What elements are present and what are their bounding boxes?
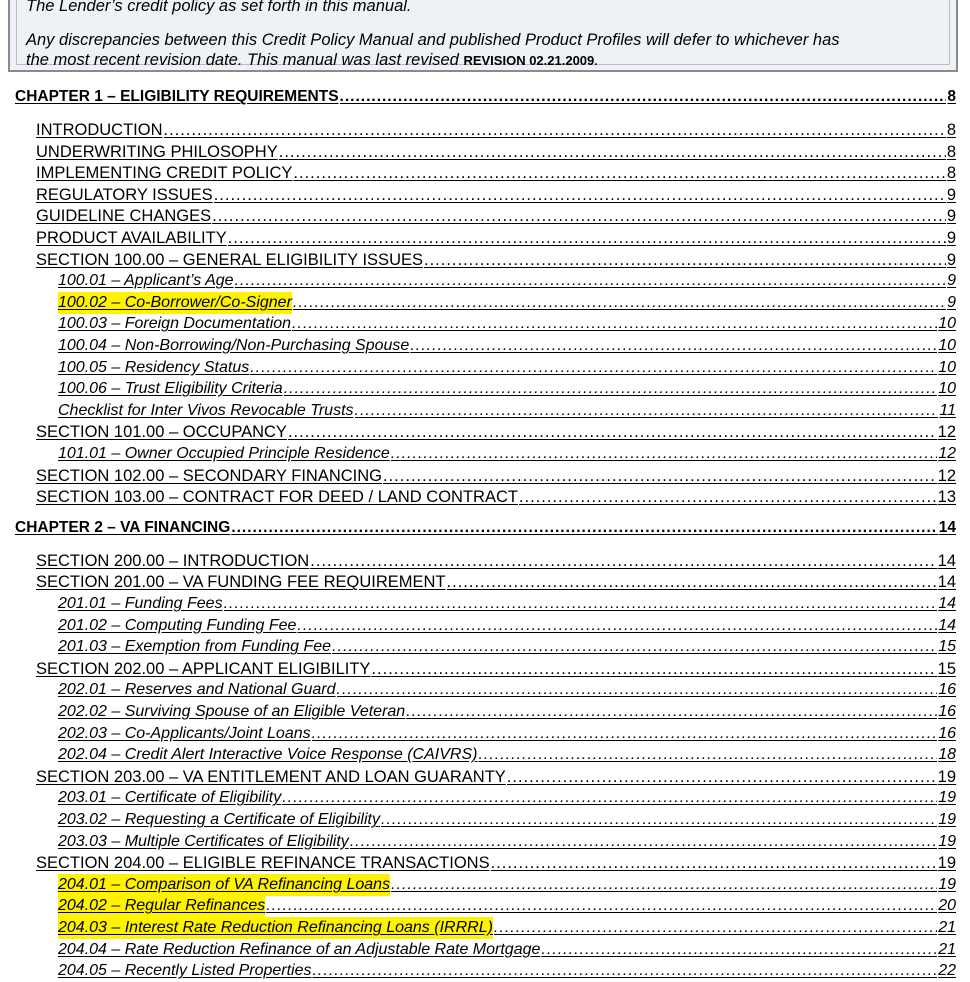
- toc-page-number: 19: [938, 811, 956, 828]
- toc-page-number: 9: [946, 207, 956, 226]
- toc-page-number: 18: [938, 746, 956, 764]
- toc-subsection-entry[interactable]: [58, 357, 956, 379]
- toc-dot-leader: [340, 86, 947, 108]
- toc-dot-leader: [293, 162, 945, 184]
- toc-page-number: 20: [938, 897, 956, 915]
- toc-page-number: 14: [938, 616, 956, 634]
- toc-dot-leader: [297, 615, 937, 637]
- toc-dot-leader: [231, 517, 937, 539]
- toc-subsection-entry[interactable]: [58, 787, 956, 809]
- toc-page-number: 16: [938, 703, 956, 720]
- toc-dot-leader: [250, 357, 937, 379]
- toc-dot-leader: [164, 119, 946, 141]
- toc-dot-leader: [478, 744, 937, 766]
- toc-dot-leader: [266, 895, 937, 917]
- toc-section-entry[interactable]: [36, 852, 956, 874]
- toc-page-number: 9: [946, 229, 956, 247]
- toc-dot-leader: [424, 249, 946, 271]
- toc-dot-leader: [381, 809, 937, 831]
- toc-dot-leader: [391, 874, 937, 896]
- toc-entry-title: 203.02 – Requesting a Certificate of Eligibility: [58, 811, 380, 828]
- toc-entry-title: 201.03 – Exemption from Funding Fee: [58, 638, 332, 656]
- toc-entry-title: 202.02 – Surviving Spouse of an Eligible Veteran: [58, 703, 406, 720]
- toc-entry-title: SECTION 203.00 – VA ENTITLEMENT AND LOAN GUARANTY: [36, 767, 506, 786]
- toc-subsection-entry[interactable]: [58, 593, 956, 615]
- toc-dot-leader: [383, 465, 937, 487]
- toc-entry-title: 100.01 – Applicant’s Age: [58, 272, 234, 290]
- toc-dot-leader: [310, 550, 936, 572]
- toc-subsection-entry[interactable]: [58, 443, 956, 465]
- toc-subsection-entry[interactable]: [58, 831, 956, 853]
- toc-page-number: 9: [946, 185, 956, 204]
- toc-section-entry[interactable]: [36, 465, 956, 487]
- toc-dot-leader: [355, 400, 939, 422]
- toc-entry-title: CHAPTER 2 – VA FINANCING: [15, 518, 231, 536]
- toc-dot-leader: [312, 723, 938, 745]
- toc-dot-leader: [350, 831, 937, 853]
- toc-entry-title: 203.03 – Multiple Certificates of Eligibility: [58, 832, 349, 850]
- toc-subsection-entry[interactable]: [58, 679, 956, 701]
- toc-subsection-entry[interactable]: [58, 335, 956, 357]
- toc-page-number: 19: [937, 854, 956, 873]
- toc-dot-leader: [284, 378, 938, 400]
- toc-entry-title: 204.01 – Comparison of VA Refinancing Loans: [58, 874, 390, 896]
- toc-dot-leader: [235, 270, 947, 292]
- toc-page-number: 8: [946, 142, 956, 161]
- toc-page-number: 8: [946, 121, 956, 139]
- toc-entry-title: CHAPTER 1 – ELIGIBILITY REQUIREMENTS: [15, 88, 339, 105]
- toc-dot-leader: [447, 571, 937, 593]
- toc-subsection-entry[interactable]: [58, 809, 956, 831]
- toc-page-number: 16: [938, 724, 956, 742]
- toc-entry-title: SECTION 201.00 – VA FUNDING FEE REQUIREMENT: [36, 573, 446, 592]
- toc-entry-title: SECTION 101.00 – OCCUPANCY: [36, 423, 287, 442]
- toc-page-number: 14: [938, 518, 956, 536]
- toc-subsection-entry[interactable]: [58, 400, 956, 422]
- toc-dot-leader: [406, 701, 937, 723]
- toc-subsection-entry[interactable]: [58, 701, 956, 723]
- toc-entry-title: PRODUCT AVAILABILITY: [36, 229, 227, 247]
- toc-section-entry[interactable]: [36, 141, 956, 163]
- toc-dot-leader: [212, 205, 946, 227]
- toc-page-number: 21: [938, 919, 956, 936]
- toc-entry-title: 100.04 – Non-Borrowing/Non-Purchasing Spouse: [58, 337, 410, 354]
- toc-dot-leader: [282, 787, 937, 809]
- toc-page-number: 12: [937, 423, 956, 442]
- toc-section-entry[interactable]: [36, 766, 956, 788]
- toc-page-number: 16: [938, 681, 956, 699]
- toc-entry-title: 204.05 – Recently Listed Properties: [58, 962, 312, 980]
- toc-dot-leader: [293, 292, 946, 314]
- toc-subsection-entry[interactable]: [58, 874, 956, 896]
- toc-subsection-entry[interactable]: [58, 270, 956, 292]
- toc-section-entry[interactable]: [36, 249, 956, 271]
- toc-entry-title: UNDERWRITING PHILOSOPHY: [36, 142, 278, 161]
- toc-entry-title: INTRODUCTION: [36, 121, 163, 139]
- toc-entry-title: IMPLEMENTING CREDIT POLICY: [36, 164, 293, 183]
- toc-entry-title: 203.01 – Certificate of Eligibility: [58, 789, 282, 807]
- toc-entry-title: SECTION 102.00 – SECONDARY FINANCING: [36, 466, 382, 485]
- toc-page-number: 19: [938, 789, 956, 807]
- toc-entry-title: SECTION 100.00 – GENERAL ELIGIBILITY ISSUES: [36, 250, 423, 269]
- toc-entry-title: 202.01 – Reserves and National Guard: [58, 681, 336, 699]
- toc-entry-title: Checklist for Inter Vivos Revocable Trusts: [58, 401, 354, 419]
- toc-entry-title: 204.02 – Regular Refinances: [58, 895, 265, 917]
- toc-page-number: 14: [937, 573, 956, 592]
- toc-dot-leader: [491, 852, 937, 874]
- toc-page-number: 13: [937, 488, 956, 507]
- toc-entry-title: GUIDELINE CHANGES: [36, 207, 212, 226]
- toc-dot-leader: [391, 443, 937, 465]
- toc-page-number: 14: [937, 551, 956, 570]
- toc-page-number: 8: [946, 164, 956, 183]
- toc-entry-title: 201.01 – Funding Fees: [58, 595, 223, 612]
- toc-page-number: 19: [938, 832, 956, 850]
- toc-subsection-entry[interactable]: [58, 615, 956, 637]
- toc-entry-title: SECTION 202.00 – APPLICANT ELIGIBILITY: [36, 659, 371, 678]
- toc-subsection-entry[interactable]: [58, 636, 956, 658]
- revision-date: REVISION 02.21.2009: [463, 53, 595, 68]
- toc-section-entry[interactable]: [36, 119, 956, 141]
- toc-entry-title: SECTION 200.00 – INTRODUCTION: [36, 551, 310, 570]
- toc-dot-leader: [541, 939, 937, 961]
- toc-page-number: 19: [938, 875, 956, 893]
- toc-subsection-entry[interactable]: [58, 313, 956, 335]
- toc-entry-title: 204.03 – Interest Rate Reduction Refinancing Loans (IRRRL): [58, 917, 493, 939]
- toc-entry-title: 100.02 – Co-Borrower/Co-Signer: [58, 292, 292, 314]
- toc-page-number: 9: [946, 250, 956, 269]
- toc-chapter-entry[interactable]: [15, 517, 956, 539]
- toc-dot-leader: [228, 227, 946, 249]
- toc-dot-leader: [507, 766, 937, 788]
- toc-entry-title: 202.03 – Co-Applicants/Joint Loans: [58, 724, 311, 742]
- toc-page-number: 10: [938, 337, 956, 354]
- notice-line-1: The Lender’s credit policy as set forth in this manual.: [26, 0, 412, 15]
- toc-section-entry[interactable]: [36, 571, 956, 593]
- toc-dot-leader: [292, 313, 937, 335]
- toc-dot-leader: [288, 421, 937, 443]
- toc-page-number: 14: [938, 595, 956, 612]
- toc-entry-title: 101.01 – Owner Occupied Principle Residence: [58, 445, 390, 462]
- toc-subsection-entry[interactable]: [58, 960, 956, 982]
- toc-dot-leader: [410, 335, 937, 357]
- toc-dot-leader: [494, 917, 937, 939]
- toc-entry-title: REGULATORY ISSUES: [36, 185, 213, 204]
- toc-entry-title: 100.03 – Foreign Documentation: [58, 315, 292, 333]
- toc-section-entry[interactable]: [36, 421, 956, 443]
- toc-page-number: 10: [938, 315, 956, 333]
- toc-page-number: 12: [938, 445, 956, 462]
- toc-dot-leader: [332, 636, 937, 658]
- notice-line-3-text: the most recent revision date. This manual was last revised: [26, 51, 464, 69]
- toc-dot-leader: [312, 960, 937, 982]
- toc-page-number: 8: [947, 88, 956, 105]
- toc-dot-leader: [337, 679, 938, 701]
- toc-page-number: 10: [938, 358, 956, 376]
- toc-section-entry[interactable]: [36, 205, 956, 227]
- toc-page-number: 12: [937, 466, 956, 485]
- toc-entry-title: SECTION 204.00 – ELIGIBLE REFINANCE TRANSACTIONS: [36, 854, 490, 873]
- toc-entry-title: 100.05 – Residency Status: [58, 358, 250, 376]
- toc-page-number: 10: [938, 380, 956, 398]
- toc-entry-title: 201.02 – Computing Funding Fee: [58, 616, 297, 634]
- toc-subsection-entry[interactable]: [58, 939, 956, 961]
- toc-section-entry[interactable]: [36, 162, 956, 184]
- toc-subsection-entry[interactable]: [58, 378, 956, 400]
- toc-entry-title: 204.04 – Rate Reduction Refinance of an Adjustable Rate Mortgage: [58, 940, 541, 958]
- toc-page-number: 9: [947, 272, 956, 290]
- toc-dot-leader: [214, 184, 946, 206]
- toc-page-number: 9: [947, 293, 956, 311]
- toc-page-number: 19: [937, 767, 956, 786]
- toc-section-entry[interactable]: [36, 550, 956, 572]
- toc-entry-title: 202.04 – Credit Alert Interactive Voice Response (CAIVRS): [58, 746, 478, 764]
- notice-line-3-end: .: [594, 51, 599, 69]
- toc-subsection-entry[interactable]: [58, 292, 956, 314]
- toc-subsection-entry[interactable]: [58, 744, 956, 766]
- toc-entry-title: 100.06 – Trust Eligibility Criteria: [58, 380, 283, 398]
- toc-page-number: 15: [937, 659, 956, 678]
- toc-entry-title: SECTION 103.00 – CONTRACT FOR DEED / LAND CONTRACT: [36, 488, 518, 507]
- toc-section-entry[interactable]: [36, 658, 956, 680]
- toc-dot-leader: [519, 486, 937, 508]
- notice-line-2: Any discrepancies between this Credit Policy Manual and published Product Profiles will defer to whichever has: [26, 31, 840, 49]
- toc-page-number: 11: [939, 401, 956, 419]
- toc-dot-leader: [224, 593, 938, 615]
- toc-section-entry[interactable]: [36, 184, 956, 206]
- toc-subsection-entry[interactable]: [58, 917, 956, 939]
- toc-dot-leader: [279, 141, 946, 163]
- toc-subsection-entry[interactable]: [58, 895, 956, 917]
- toc-section-entry[interactable]: [36, 486, 956, 508]
- toc-page-number: 15: [938, 638, 956, 656]
- toc-chapter-entry[interactable]: [15, 86, 956, 108]
- toc-subsection-entry[interactable]: [58, 723, 956, 745]
- toc-page-number: 21: [938, 940, 956, 958]
- toc-section-entry[interactable]: [36, 227, 956, 249]
- toc-dot-leader: [371, 658, 936, 680]
- toc-page-number: 22: [938, 962, 956, 980]
